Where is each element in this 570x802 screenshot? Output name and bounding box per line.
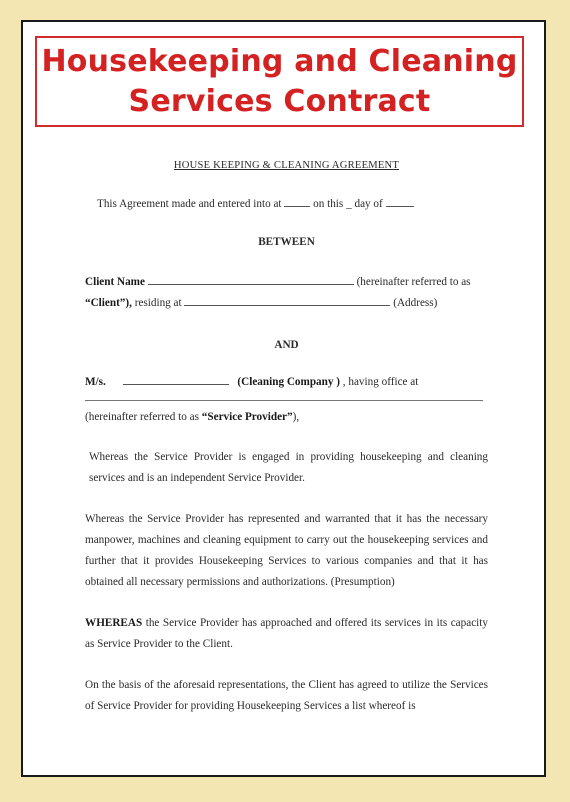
whereas-paragraph-3 (85, 613, 488, 655)
whereas-paragraph-1: Whereas the Service Provider is engaged in providing housekeeping and cleaning services and is an independent Service Provider. (89, 451, 488, 484)
intro-text-2: on this (313, 198, 344, 210)
whereas-paragraph-2: Whereas the Service Provider has represented and warranted that it has the necessary manpower, machines and cleaning equipment to carry out the housekeeping services and further that it provides Housekeeping Services to various companies and that it has obtained all necessary permissions and authorizations. (Presumption) (85, 513, 488, 588)
provider-suffix: ), (292, 411, 300, 423)
ms-label: M/s. (85, 376, 106, 388)
address-label: (Address) (393, 297, 438, 309)
client-hereinafter: (hereinafter referred to as (356, 276, 471, 288)
ms-line (85, 375, 488, 388)
whereas-3-text: the Service Provider has approached and offered its services in its capacity as Service Provider to the Client. (85, 617, 488, 650)
title-banner (35, 36, 524, 127)
document-page (21, 20, 546, 777)
address-blank (184, 296, 390, 306)
banner-title-line-1: Housekeeping and Cleaning (41, 44, 518, 79)
client-term: “Client”), (85, 297, 132, 309)
intro-text-1: This Agreement made and entered into at (97, 198, 282, 210)
intro-text-3: _ day of (346, 198, 383, 210)
company-name-blank (123, 375, 229, 385)
provider-line (85, 407, 488, 428)
banner-title-line-2: Services Contract (128, 84, 431, 119)
client-name-blank (148, 275, 354, 285)
agreement-body (85, 152, 488, 717)
agreement-heading: HOUSE KEEPING & CLEANING AGREEMENT (173, 160, 400, 171)
cleaning-company-label: (Cleaning Company ) (237, 376, 340, 388)
provider-term: “Service Provider” (201, 411, 293, 423)
client-name-label: Client Name (85, 276, 145, 288)
place-blank (284, 197, 310, 207)
intro-line (85, 197, 488, 210)
office-address-blank (85, 399, 483, 401)
between-heading: BETWEEN (258, 236, 315, 248)
date-blank (386, 197, 414, 207)
client-paragraph (85, 272, 488, 314)
and-heading: AND (274, 339, 299, 351)
residing-label: residing at (134, 297, 182, 309)
office-label: , having office at (342, 376, 419, 388)
basis-paragraph: On the basis of the aforesaid representations, the Client has agreed to utilize the Services of Service Provider for providing Housekeeping Services a list whereof is (85, 679, 488, 712)
provider-prefix: (hereinafter referred to as (85, 411, 199, 423)
whereas-bold: WHEREAS (85, 617, 143, 629)
